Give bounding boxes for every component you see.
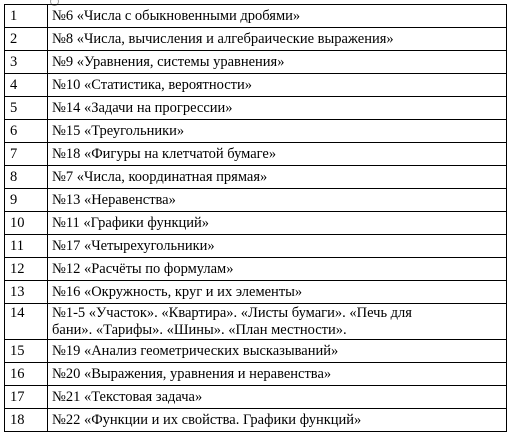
row-number: 8: [5, 166, 48, 189]
table-row: [5, 5, 507, 28]
row-number: 3: [5, 51, 48, 74]
table-row: [5, 304, 507, 340]
table-row: [5, 189, 507, 212]
row-topic: №19 «Анализ геометрических высказываний»: [48, 340, 507, 363]
table-row: [5, 51, 507, 74]
table-row: [5, 409, 507, 432]
table-row: [5, 120, 507, 143]
row-number: 4: [5, 74, 48, 97]
table-row: [5, 363, 507, 386]
row-topic: №15 «Треугольники»: [48, 120, 507, 143]
topics-table-body: [5, 5, 507, 432]
row-topic: №6 «Числа с обыкновенными дробями»: [48, 5, 507, 28]
row-topic: №21 «Текстовая задача»: [48, 386, 507, 409]
row-number: 17: [5, 386, 48, 409]
row-number: 5: [5, 97, 48, 120]
topics-table: [4, 4, 507, 432]
table-row: [5, 143, 507, 166]
row-number: 12: [5, 258, 48, 281]
row-topic: №22 «Функции и их свойства. Графики функций»: [48, 409, 507, 432]
table-row: [5, 281, 507, 304]
row-topic: №7 «Числа, координатная прямая»: [48, 166, 507, 189]
row-number: 16: [5, 363, 48, 386]
row-number: 11: [5, 235, 48, 258]
row-topic: №1-5 «Участок». «Квартира». «Листы бумаги». «Печь для бани». «Тарифы». «Шины». «План местности».: [48, 304, 507, 340]
table-row: [5, 97, 507, 120]
table-row: [5, 166, 507, 189]
table-row: [5, 235, 507, 258]
row-topic: №11 «Графики функций»: [48, 212, 507, 235]
row-topic: №12 «Расчёты по формулам»: [48, 258, 507, 281]
table-row: [5, 386, 507, 409]
row-number: 9: [5, 189, 48, 212]
row-number: 15: [5, 340, 48, 363]
table-row: [5, 212, 507, 235]
row-topic: №8 «Числа, вычисления и алгебраические выражения»: [48, 28, 507, 51]
row-number: 1: [5, 5, 48, 28]
row-topic: №13 «Неравенства»: [48, 189, 507, 212]
table-row: [5, 74, 507, 97]
row-number: 18: [5, 409, 48, 432]
row-number: 6: [5, 120, 48, 143]
row-topic: №16 «Окружность, круг и их элементы»: [48, 281, 507, 304]
row-topic: №17 «Четырехугольники»: [48, 235, 507, 258]
row-number: 2: [5, 28, 48, 51]
row-topic: №14 «Задачи на прогрессии»: [48, 97, 507, 120]
row-topic: №20 «Выражения, уравнения и неравенства»: [48, 363, 507, 386]
table-row: [5, 340, 507, 363]
table-row: [5, 28, 507, 51]
row-number: 14: [5, 304, 48, 340]
row-topic: №10 «Статистика, вероятности»: [48, 74, 507, 97]
table-row: [5, 258, 507, 281]
row-number: 13: [5, 281, 48, 304]
row-topic: №18 «Фигуры на клетчатой бумаге»: [48, 143, 507, 166]
row-topic: №9 «Уравнения, системы уравнения»: [48, 51, 507, 74]
row-number: 10: [5, 212, 48, 235]
row-number: 7: [5, 143, 48, 166]
